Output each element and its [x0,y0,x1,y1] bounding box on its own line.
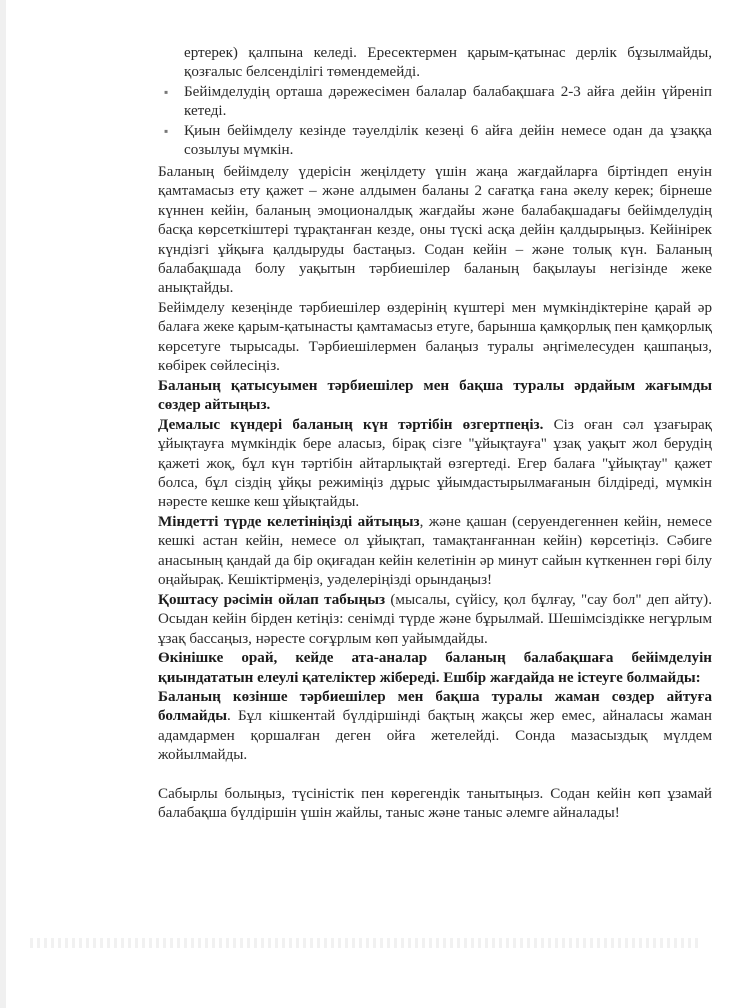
bold-text: Міндетті түрде келетініңізді айтыңыз [158,513,420,530]
closing-paragraph: Сабырлы болыңыз, түсіністік пен көрегендік танытыңыз. Содан кейін көп ұзамай балабақша бүлдіршін үшін жайлы, таныс және таныс әлемге айналады! [158,785,712,822]
paragraph: Қоштасу рәсімін ойлап табыңыз (мысалы, сүйісу, қол бұлғау, "сау бол" деп айту). Осыдан кейін бірден кетіңіз: сенімді түрде және бұрылмай. Шешімсіздікке негұрлым ұзақ бассаңыз, нәресте соғұрлым көп уайымдайды. [158,591,712,647]
paragraph: Баланың көзінше тәрбиешілер мен бақша туралы жаман сөздер айтуға болмайды. Бұл кішкентай бүлдіршінді бақтың жақсы жер емес, айналасы жаман адамдармен қоршалған деген ойға жетелейді. Сонда мазасыздық мүлдем жойылмайды. [158,688,712,764]
bold-text: Қоштасу рәсімін ойлап табыңыз [158,591,386,608]
bold-text: Баланың көзінше тәрбиешілер мен бақша туралы жаман сөздер айтуға болмайды [158,688,712,725]
bold-text: Баланың қатысуымен тәрбиешілер мен бақша туралы әрдайым жағымды сөздер айтыңыз. [158,377,712,414]
paragraph [158,377,712,416]
paragraph: Бейімделу кезеңінде тәрбиешілер өздерінің күштері мен мүмкіндіктеріне қарай әр балаға жеке қарым-қатынасты қамтамасыз етуге, барынша қамқорлық пен қамқорлық көрсетуге тырысады. Тәрбиешілермен балаңыз туралы әңгімелесуден қашпаңыз, көбірек сөйлесіңіз. [158,299,712,375]
scan-edge [0,0,6,1008]
paragraph: Міндетті түрде келетініңізді айтыңыз, және қашан (серуендегеннен кейін, немесе кешкі астан кейін, немесе ол ұйықтап, тамақтанғаннан кейін) көрсетіңіз. Сәбиге анасының қандай да бір оқиғадан кейін келетінін әр минут сайын күткеннен гөрі білу оңайырақ. Кешіктірмеңіз, уәделеріңізді орындаңыз! [158,513,712,589]
bullet-icon: ▪ [164,123,169,138]
bullet-icon: ▪ [164,84,169,99]
paragraph: Демалыс күндері баланың күн тәртібін өзгертпеңіз. Сіз оған сәл ұзағырақ ұйықтауға мүмкіндік бере аласыз, бірақ сізге "ұйықтауға" ұзақ уақыт жол берудің қажеті жоқ, бұл күн тәртібін айтарлықтай өзгертеді. Егер балаға "ұйықтау" қажет болса, бұл сіздің ұйқы режиміңіз дұрыс ұйымдастырылмағанын білдіреді, мүмкін нәресте кешке кеш ұйықтайды. [158,416,712,511]
paragraph [158,649,712,688]
scan-artifact [30,938,700,948]
bullet-list [164,83,712,161]
paragraph: Баланың бейімделу үдерісін жеңілдету үшін жаңа жағдайларға біртіндеп енуін қамтамасыз ету қажет – және алдымен баланы 2 сағатқа ғана әкелу керек; бірнеше күннен кейін, баланың эмоционалдық жағдайы және балабақшадағы бейімделудің басқа көрсеткіштері тұрақтанған кезде, оны түскі асқа дейін қалдырыңыз. Кейінірек күндізгі ұйқыға қалдыруды бастаңыз. Содан кейін – және толық күн. Баланың балабақшада болу уақытын тәрбиешілер баланың бақылауы негізінде жеке анықтайды. [158,163,712,297]
bold-text: Демалыс күндері баланың күн тәртібін өзгертпеңіз. [158,416,544,433]
list-item: ▪ Бейімделудің орташа дәрежесімен балалар балабақшаға 2-3 айға дейін үйреніп кетеді. [164,83,712,120]
bold-text: Өкінішке орай, кейде ата-аналар баланың балабақшаға бейімделуін қиындататын елеулі қателіктер жібереді. Ешбір жағдайда не істеуге болмайды: [158,650,712,686]
continued-text: ертерек) қалпына келеді. Ересектермен қарым-қатынас дерлік бұзылмайды, қозғалыс белсенділігі төмендемейді. [184,45,712,81]
document-page [158,44,712,824]
list-item: ▪ Қиын бейімделу кезінде тәуелділік кезеңі 6 айға дейін немесе одан да ұзаққа созылуы мүмкін. [164,122,712,159]
